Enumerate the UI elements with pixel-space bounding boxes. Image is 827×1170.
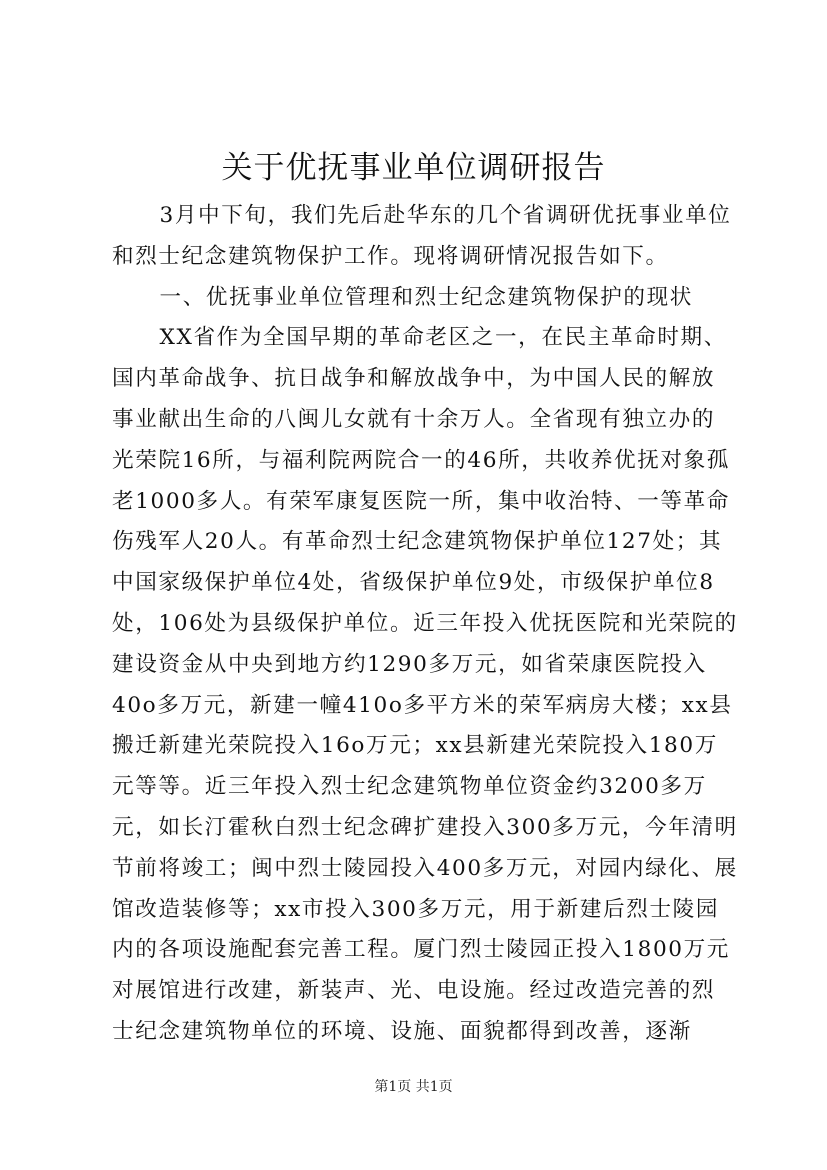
document-title: 关于优抚事业单位调研报告: [221, 150, 606, 186]
page-footer: 第1页 共1页: [374, 1079, 453, 1095]
section-heading: 一、优抚事业单位管理和烈士纪念建筑物保护的现状: [159, 284, 693, 310]
body-paragraph: XX省作为全国早期的革命老区之一，在民主革命时期、国内革命战争、抗日战争和解放战争中，为中国人民的解放事业献出生命的八闽儿女就有十余万人。全省现有独立办的光荣院16所，与福利院两院合一的46所，共收养优抚对象孤老1000多人。有荣军康复医院一所，集中收治特、一等革命伤残军人20人。有革命烈士纪念建筑物保护单位127处；其中国家级保护单位4处，省级保护单位9处，市级保护单位8处，106处为县级保护单位。近三年投入优抚医院和光荣院的建设资金从中央到地方约1290多万元，如省荣康医院投入40o多万元，新建一幢410o多平方米的荣军病房大楼；xx县搬迁新建光荣院投入16o万元；xx县新建光荣院投入180万元等等。近三年投入烈士纪念建筑物单位资金约3200多万元，如长汀霍秋白烈士纪念碑扩建投入300多万元，今年清明节前将竣工；闽中烈士陵园投入400多万元，对园内绿化、展馆改造装修等；xx市投入300多万元，用于新建后烈士陵园内的各项设施配套完善工程。厦门烈士陵园正投入1800万元对展馆进行改建，新装声、光、电设施。经过改造完善的烈士纪念建筑物单位的环境、设施、面貌都得到改善，逐渐: [112, 325, 738, 1044]
intro-paragraph: 3月中下旬，我们先后赴华东的几个省调研优抚事业单位和烈士纪念建筑物保护工作。现将调研情况报告如下。: [112, 203, 732, 269]
document-body: [112, 196, 738, 1053]
